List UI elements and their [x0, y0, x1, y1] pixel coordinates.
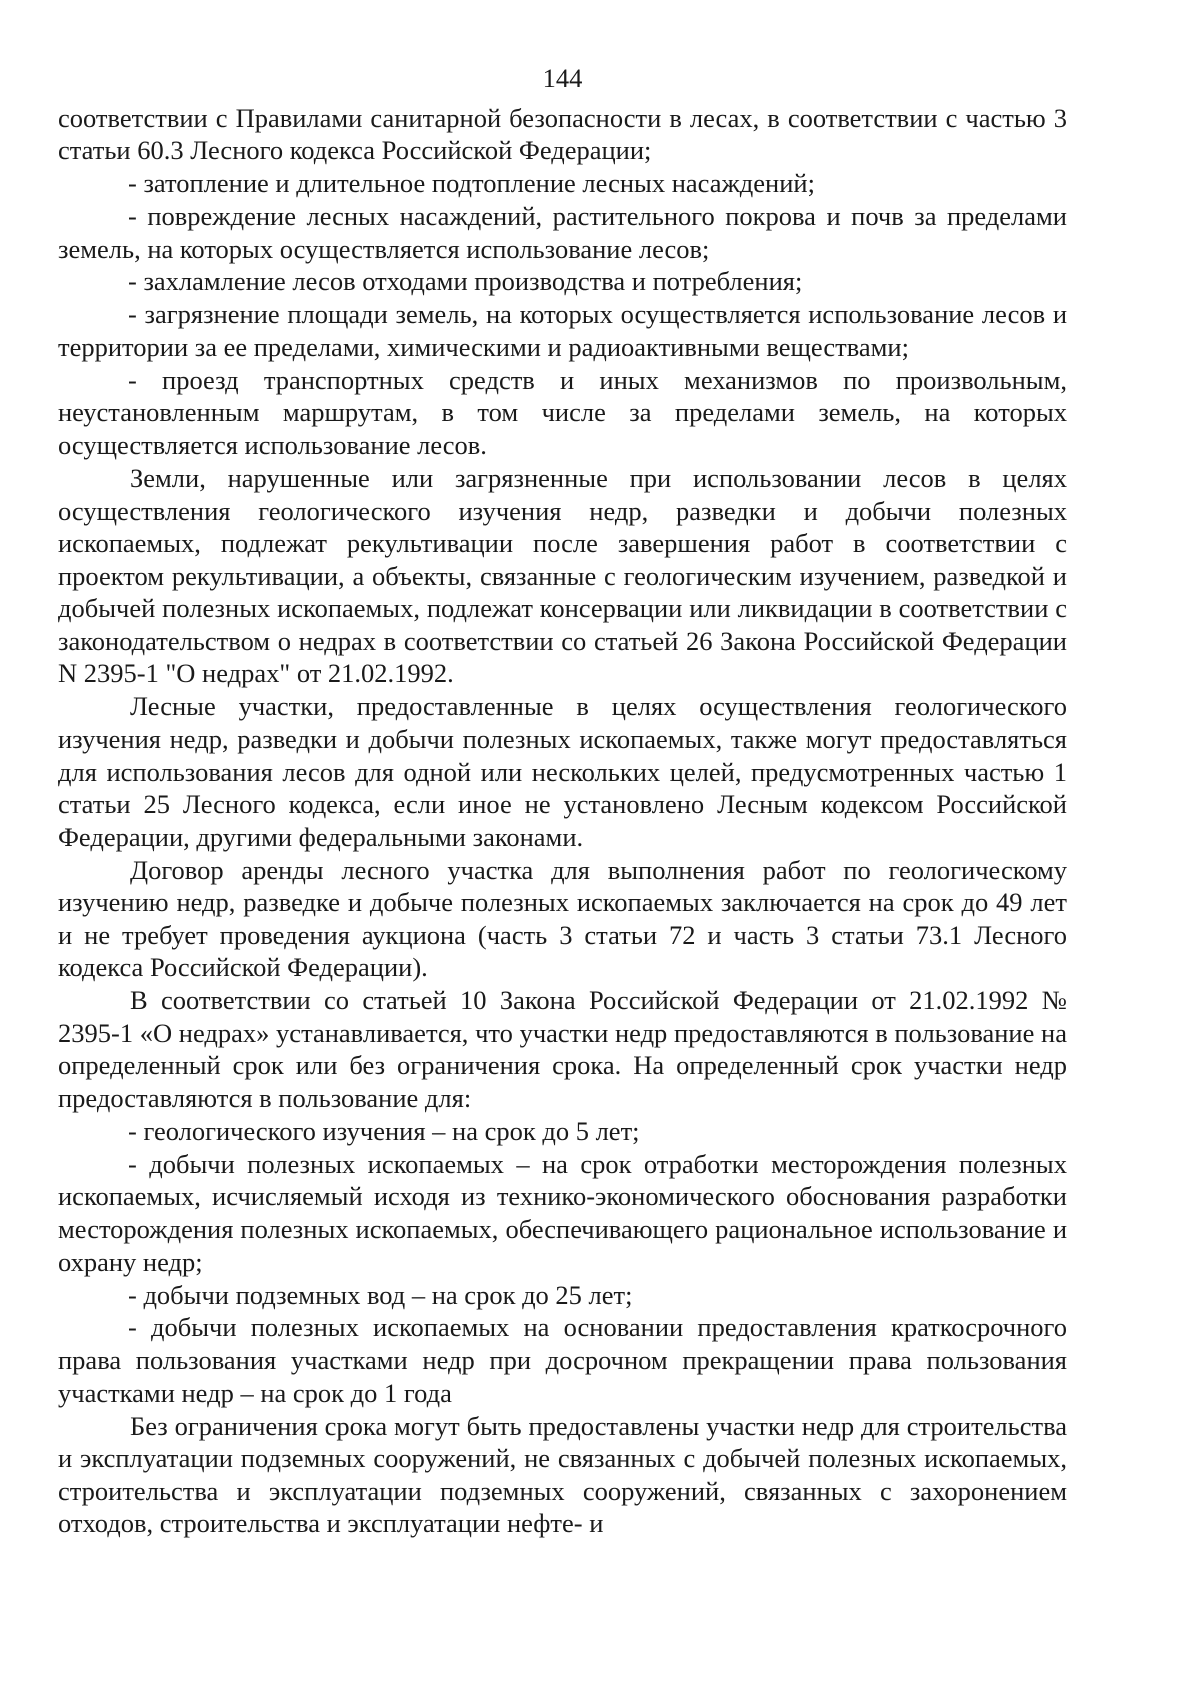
paragraph: Лесные участки, предоставленные в целях осуществления геологического изучения недр, разведки и добычи полезных ископаемых, также могут предоставляться для использования лесов для одной или нескольких целей, предусмотренных частью 1 статьи 25 Лесного кодекса, если иное не установлено Лесным кодексом Российской Федерации, другими федеральными законами. [58, 691, 1067, 852]
paragraph: Земли, нарушенные или загрязненные при использовании лесов в целях осуществления геологического изучения недр, разведки и добычи полезных ископаемых, подлежат рекультивации после завершения работ в соответствии с проектом рекультивации, а объекты, связанные с геологическим изучением, разведкой и добычей полезных ископаемых, подлежат консервации или ликвидации в соответствии с законодательством о недрах в соответствии со статьей 26 Закона Российской Федерации N 2395-1 "О недрах" от 21.02.1992. [58, 462, 1067, 689]
paragraph: Без ограничения срока могут быть предоставлены участки недр для строительства и эксплуатации подземных сооружений, не связанных с добычей полезных ископаемых, строительства и эксплуатации подземных сооружений, связанных с захоронением отходов, строительства и эксплуатации нефте- и [58, 1410, 1067, 1539]
list-item: - затопление и длительное подтопление лесных насаждений; [128, 168, 815, 199]
list-item: - добычи полезных ископаемых на основании предоставления краткосрочного права пользования участками недр при досрочном прекращении права пользования участками недр – на срок до 1 года [58, 1312, 1067, 1408]
document-page [58, 62, 1067, 1540]
list-item: - захламление лесов отходами производства и потребления; [128, 266, 803, 297]
list-item: - проезд транспортных средств и иных механизмов по произвольным, неустановленным маршрутам, в том числе за пределами земель, на которых осуществляется использование лесов. [58, 364, 1067, 461]
list-item: - добычи полезных ископаемых – на срок отработки месторождения полезных ископаемых, исчисляемый исходя из технико-экономического обоснования разработки месторождения полезных ископаемых, обеспечивающего рациональное использование и охрану недр; [58, 1148, 1067, 1277]
list-item: - добычи подземных вод – на срок до 25 лет; [128, 1279, 633, 1310]
list-item: - повреждение лесных насаждений, растительного покрова и почв за пределами земель, на которых осуществляется использование лесов; [58, 200, 1067, 264]
list-item: - геологического изучения – на срок до 5 лет; [128, 1115, 640, 1146]
paragraph: В соответствии со статьей 10 Закона Российской Федерации от 21.02.1992 № 2395-1 «О недрах» устанавливается, что участки недр предоставляются в пользование на определенный срок или без ограничения срока. На определенный срок участки недр предоставляются в пользование для: [58, 985, 1067, 1114]
paragraph-continuation: соответствии с Правилами санитарной безопасности в лесах, в соответствии с частью 3 статьи 60.3 Лесного кодекса Российской Федерации; [58, 102, 1067, 166]
paragraph: Договор аренды лесного участка для выполнения работ по геологическому изучению недр, разведке и добыче полезных ископаемых заключается на срок до 49 лет и не требует проведения аукциона (часть 3 статьи 72 и часть 3 статьи 73.1 Лесного кодекса Российской Федерации). [58, 854, 1067, 983]
page-number: 144 [542, 63, 583, 93]
list-item: - загрязнение площади земель, на которых осуществляется использование лесов и территории за ее пределами, химическими и радиоактивными веществами; [58, 299, 1067, 362]
